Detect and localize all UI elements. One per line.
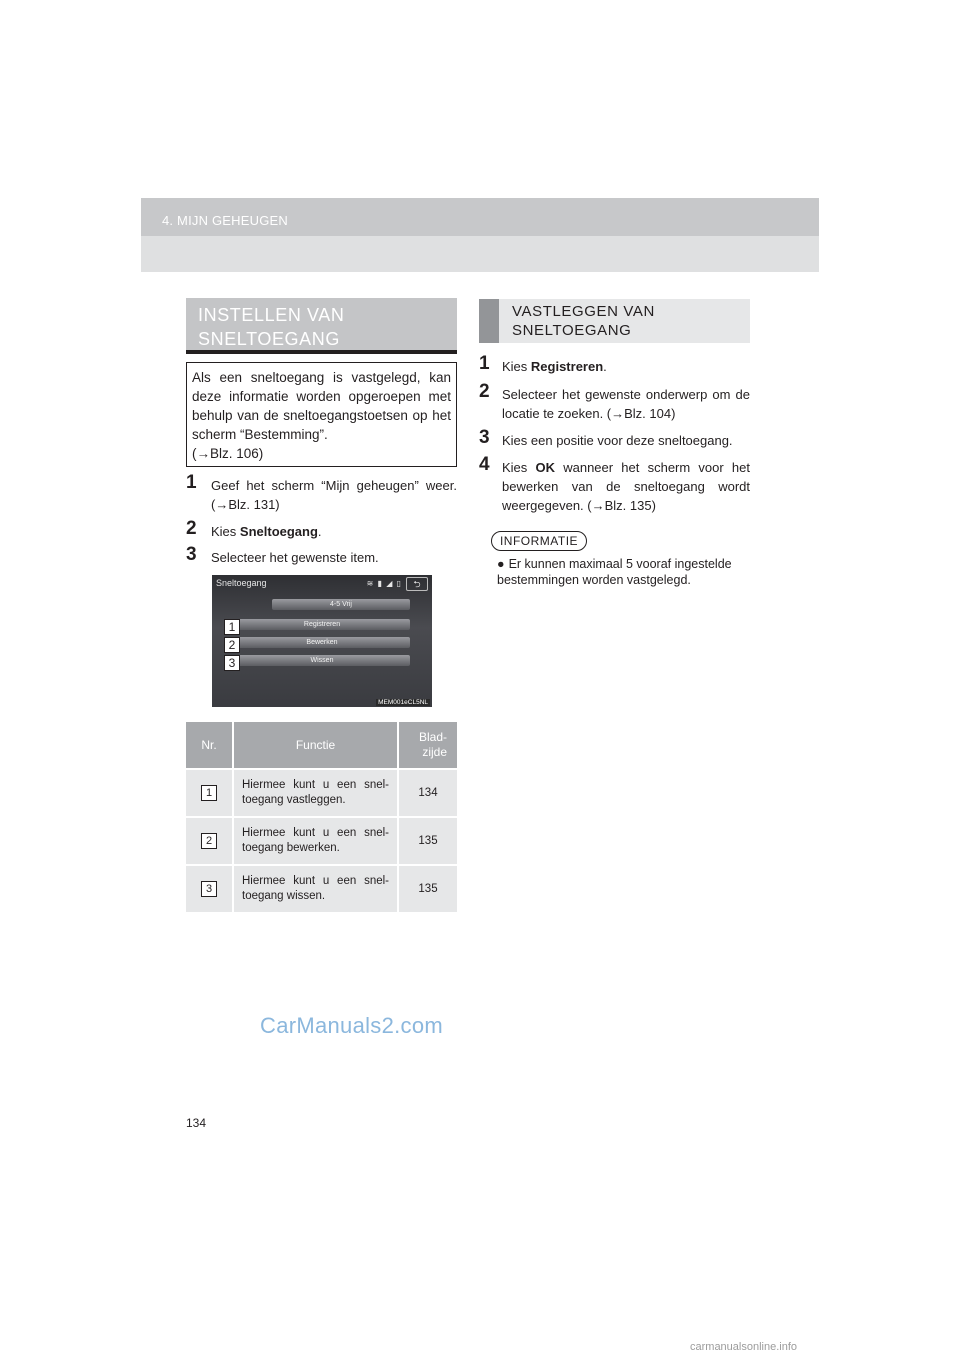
info-text: Er kunnen maximaal 5 vooraf ingestelde bestemmingen worden vastgelegd. [497,557,732,587]
section-title: VASTLEGGEN VAN SNELTOEGANG [512,303,655,339]
step-1 [186,472,457,516]
step-2 [479,381,750,425]
info-label: INFORMATIE [491,531,587,551]
step-4 [479,454,751,518]
table-row [186,817,457,865]
step-number: 1 [479,353,490,374]
row-page: 135 [398,817,457,865]
table-header-function: Functie [233,722,398,769]
step-text: Kies Sneltoegang. [211,524,322,539]
row-number-box: 1 [201,785,217,801]
step-text: Kies een positie voor deze sneltoegang. [502,433,733,448]
screen-button-edit: Bewerken [234,637,410,648]
row-number-box: 3 [201,881,217,897]
callout-3: 3 [224,655,240,671]
back-icon: ⮌ [406,577,428,591]
intro-box [186,362,457,467]
step-3 [186,544,457,568]
status-icons: ≋ ▮ ◢ ▯ [366,579,402,588]
row-page: 135 [398,865,457,912]
page-number: 134 [186,1116,207,1130]
step-text: Kies Registreren. [502,359,607,374]
section-title: INSTELLEN VAN SNELTOEGANG [198,305,345,349]
table-header-nr: Nr. [186,722,233,769]
step-number: 2 [186,518,197,539]
step-number: 2 [479,381,490,402]
row-function: Hiermee kunt u een snel-toegang bewerken. [233,817,398,865]
header-subband [141,236,819,272]
function-table [186,722,457,912]
screen-image [212,575,432,707]
step-number: 1 [186,472,197,493]
table-row [186,865,457,912]
table-row [186,769,457,817]
step-2 [186,518,457,542]
image-code: MEM001eCL5NL [378,699,428,706]
step-text: Selecteer het gewenste onderwerp om de locatie te zoeken. (→Blz. 104) [502,387,750,421]
step-number: 3 [186,544,197,565]
row-number-box: 2 [201,833,217,849]
step-number: 3 [479,427,490,448]
step-1 [479,353,750,377]
chapter-title: 4. MIJN GEHEUGEN [162,213,288,228]
row-page: 134 [398,769,457,817]
intro-ref: (→Blz. 106) [192,446,264,461]
screen-button-register: Registreren [234,619,410,630]
section-title-tab [479,299,499,343]
step-bold: Registreren [530,359,604,374]
screen-title: Sneltoegang [216,578,267,588]
footer-watermark: carmanualsonline.info [690,1341,798,1353]
info-item [497,556,757,588]
callout-2: 2 [224,637,240,653]
step-3 [479,427,750,451]
step-text: Selecteer het gewenste item. [211,550,379,565]
intro-text: Als een sneltoegang is vastgelegd, kan deze informatie worden opgeroepen met behulp van de sneltoegangstoetsen op het scherm “Bestemming”. [192,370,451,442]
step-number: 4 [479,454,490,475]
table-header-page: Blad- zijde [398,722,457,769]
row-function: Hiermee kunt u een snel-toegang vastleggen. [233,769,398,817]
bullet-icon: ● [497,557,505,571]
watermark: CarManuals2.com [260,1013,444,1038]
step-bold: Sneltoegang [239,524,318,539]
screen-button-delete: Wissen [234,655,410,666]
screen-button-preset: 4-5 Vrij [272,599,410,610]
step-bold: OK [535,460,556,475]
step-text: Geef het scherm “Mijn geheugen” weer. (→Blz. 131) [211,478,457,512]
step-text: Kies OK wanneer het scherm voor het bewerken van de sneltoegang wordt weergegeven. (→Blz. 135) [502,460,751,513]
row-function: Hiermee kunt u een snel-toegang wissen. [233,865,398,912]
callout-1: 1 [224,619,240,635]
